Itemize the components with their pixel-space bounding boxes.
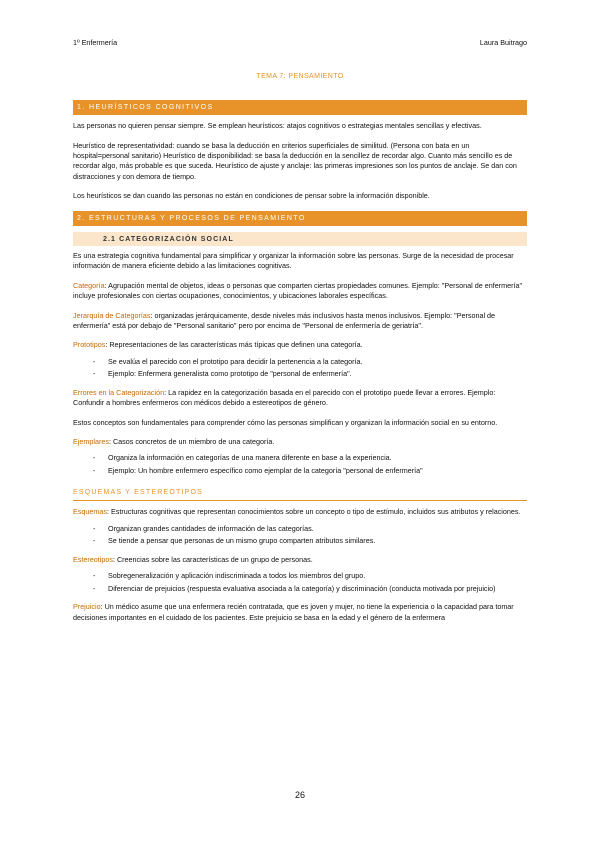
paragraph: Las personas no quieren pensar siempre. Se emplean heurísticos: atajos cognitivos o estrategias mentales sencillas y efectivas.: [73, 121, 482, 131]
paragraph: Estos conceptos son fundamentales para comprender cómo las personas simplifican y organizan la información social en su entorno.: [73, 417, 498, 427]
paragraph: Los heurísticos se dan cuando las personas no están en condiciones de pensar sobre la información disponible.: [73, 191, 430, 201]
paragraph-esquemas: Esquemas: Estructuras cognitivas que representan conocimientos sobre un concepto o tipo de estímulo, incluidos sus atributos y relaciones.: [73, 507, 521, 517]
paragraph-categoria: Categoría: Agrupación mental de objetos, ideas o personas que comparten ciertas propiedades comunes. Ejemplo: "Personal de enfermería" incluye profesionales con ciertas ocupaciones, conocimientos, y ubicaciones laborales específicas.: [73, 280, 523, 301]
topic-title: TEMA 7: PENSAMIENTO: [256, 73, 344, 80]
section-heading-estructuras: 2. ESTRUCTURAS Y PROCESOS DE PENSAMIENTO: [73, 211, 527, 226]
document-content: [73, 72, 527, 632]
paragraph-estereotipos: Estereotipos: Creencias sobre las características de un grupo de personas.: [73, 554, 313, 564]
list-item: - Ejemplo: Enfermera generalista como prototipo de "personal de enfermería".: [93, 369, 527, 379]
subsection-heading-categorizacion: 2.1 CATEGORIZACIÓN SOCIAL: [73, 232, 527, 246]
term-categoria: Categoría: [73, 280, 105, 290]
paragraph-jerarquia: Jerarquía de Categorías: organizadas jerárquicamente, desde niveles más inclusivos hasta menos inclusivos. Ejemplo: "Personal de enfermería" está por debajo de "Personal sanitario" pero por encima de "Personal de enfermería de geriatría".: [73, 310, 496, 330]
section-heading-heuristicos: 1. HEURÍSTICOS COGNITIVOS: [73, 100, 527, 115]
paragraph-prototipos: Prototipos: Representaciones de las características más típicas que definen una categoría.: [73, 340, 363, 350]
page-header: [73, 38, 527, 50]
term-esquemas: Esquemas: [73, 507, 107, 517]
term-ejemplares: Ejemplares: [73, 437, 109, 447]
term-jerarquia: Jerarquía de Categorías: [73, 310, 151, 320]
section-heading-esquemas: ESQUEMAS Y ESTEREOTIPOS: [73, 488, 527, 501]
estereotipos-list: [93, 571, 527, 594]
esquemas-list: [93, 524, 527, 547]
header-course: 1º Enfermería: [73, 38, 118, 47]
list-item: - Organiza la información en categorías de una manera diferente en base a la experiencia.: [93, 453, 527, 463]
term-prototipos: Prototipos: [73, 340, 106, 350]
paragraph: Heurístico de representatividad: cuando se basa la deducción en criterios superficiales de similitud. (Persona con bata en un hospital=personal sanitario) Heurístico de disponibilidad: se basa la deducción en la sencillez de recordar algo. Cuanto más sencillo es de recordar algo, más probable es que suceda. Heurístico de ajuste y anclaje: las primeras impresiones son los puntos de anclaje. Se dan con distracciones y con demora de tiempo.: [73, 140, 517, 181]
list-item: - Ejemplo: Un hombre enfermero específico como ejemplar de la categoría "personal de enfermería": [93, 466, 527, 476]
list-item: - Sobregeneralización y aplicación indiscriminada a todos los miembros del grupo.: [93, 571, 527, 581]
prototipos-list: [93, 357, 527, 380]
page-number: 26: [294, 790, 305, 800]
term-errores: Errores en la Categorización: [73, 387, 165, 397]
list-item: - Se tiende a pensar que personas de un mismo grupo comparten atributos similares.: [93, 536, 527, 546]
ejemplares-list: [93, 453, 527, 476]
paragraph: Es una estrategia cognitiva fundamental para simplificar y organizar la información sobre las personas. Surge de la necesidad de procesar información de manera eficiente debido a las limitaciones cognitivas.: [73, 250, 514, 271]
list-item: - Diferenciar de prejuicios (respuesta evaluativa asociada a la categoría) y discriminación (conducta motivada por prejuicio): [93, 584, 527, 594]
term-estereotipos: Estereotipos: [73, 554, 113, 564]
header-author: Laura Buitrago: [479, 38, 527, 47]
paragraph-errores: Errores en la Categorización: La rapidez en la categorización basada en el parecido con el prototipo puede llevar a errores. Ejemplo: Confundir a hombres enfermeros con médicos debido a estereotipos de género.: [73, 387, 496, 408]
paragraph-ejemplares: Ejemplares: Casos concretos de un miembro de una categoría.: [73, 437, 275, 447]
list-item: - Se evalúa el parecido con el prototipo para decidir la pertenencia a la categoría.: [93, 357, 527, 367]
list-item: - Organizan grandes cantidades de información de las categorías.: [93, 524, 527, 534]
paragraph-prejuicio: Prejuicio: Un médico asume que una enfermera recién contratada, que es joven y mujer, no tiene la experiencia o la capacidad para tomar decisiones importantes en el cuidado de los pacientes. Este prejuicio se basa en la edad y el género de la enfermera: [73, 602, 514, 622]
term-prejuicio: Prejuicio: [73, 602, 101, 612]
